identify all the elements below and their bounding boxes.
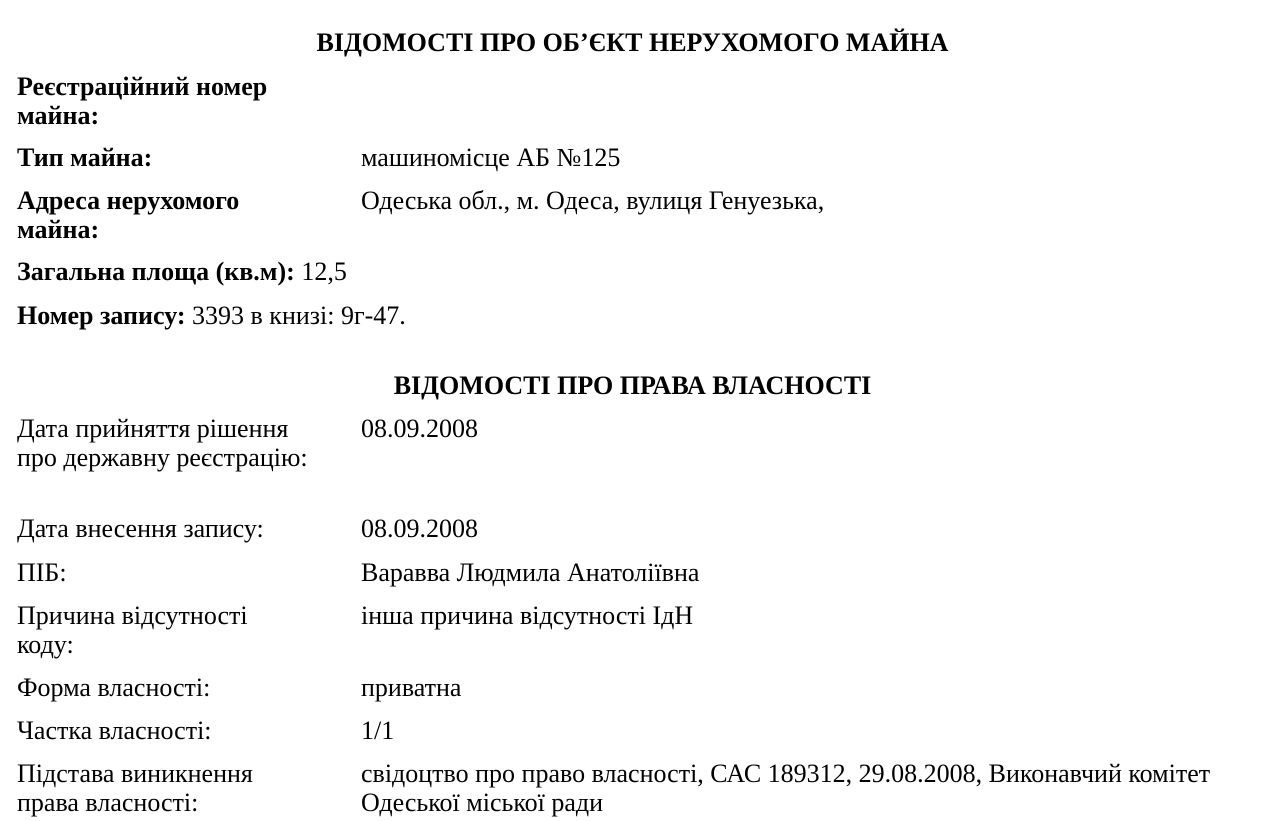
decision-date-label: Дата прийняття рішення про державну реєстрацію:	[17, 414, 308, 472]
no-code-value: інша причина відсутності ІдН	[361, 601, 694, 630]
ownership-share-label: Частка власності:	[17, 716, 212, 745]
ownership-basis-value: свідоцтво про право власності, САС 189312, 29.08.2008, Виконавчий комітет Одеської міської ради	[361, 759, 1211, 817]
owner-name-label: ПІБ:	[17, 558, 67, 587]
address-value: Одеська обл., м. Одеса, вулиця Генуезька,	[361, 186, 825, 215]
ownership-basis-label: Підстава виникнення права власності:	[17, 759, 253, 817]
ownership-form-label: Форма власності:	[17, 673, 211, 702]
entry-date-value: 08.09.2008	[361, 514, 478, 543]
area-row	[17, 257, 347, 286]
ownership-form-value: приватна	[361, 673, 462, 702]
address-label: Адреса нерухомого майна:	[17, 186, 240, 244]
property-type-label: Тип майна:	[17, 143, 153, 172]
record-label: Номер запису:	[17, 301, 186, 330]
ownership-share-value: 1/1	[361, 716, 395, 745]
property-type-value: машиномісце АБ №125	[361, 143, 621, 172]
rights-section-title: ВІДОМОСТІ ПРО ПРАВА ВЛАСНОСТІ	[393, 371, 872, 400]
object-section-title: ВІДОМОСТІ ПРО ОБ’ЄКТ НЕРУХОМОГО МАЙНА	[316, 28, 949, 57]
decision-date-value: 08.09.2008	[361, 414, 478, 443]
owner-name-value: Варавва Людмила Анатоліївна	[361, 558, 700, 587]
reg-number-label: Реєстраційний номер майна:	[17, 72, 268, 130]
no-code-label: Причина відсутності коду:	[17, 601, 248, 659]
area-value: 12,5	[301, 257, 347, 286]
area-label: Загальна площа (кв.м):	[17, 257, 295, 286]
record-row	[17, 301, 406, 330]
record-value: 3393 в книзі: 9г-47.	[192, 301, 406, 330]
entry-date-label: Дата внесення запису:	[17, 514, 264, 543]
